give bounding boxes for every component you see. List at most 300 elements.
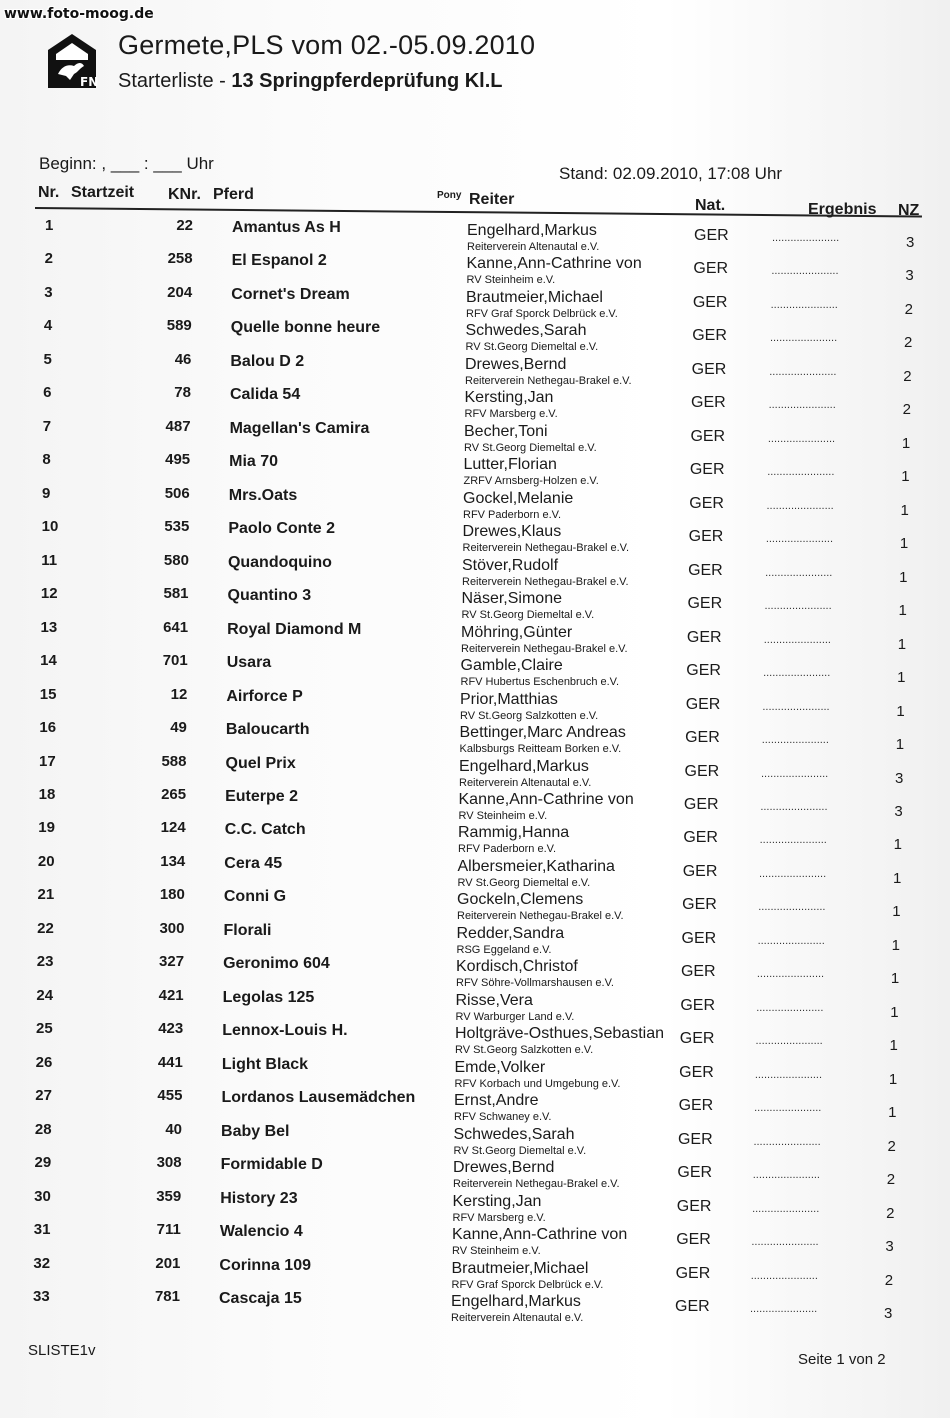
cell-pferd: Cascaja 15 (219, 1290, 302, 1307)
cell-nz: 1 (890, 970, 900, 988)
cell-nr: 19 (38, 819, 55, 837)
cell-verein: RV St.Georg Diemeltal e.V. (464, 441, 597, 454)
cell-verein: RV St.Georg Salzkotten e.V. (460, 709, 599, 722)
cell-pferd: Paolo Conte 2 (228, 520, 336, 538)
cell-pferd: El Espanol 2 (231, 252, 327, 270)
cell-nr: 4 (43, 317, 53, 335)
cell-nr: 14 (40, 652, 57, 670)
status-timestamp: Stand: 02.09.2010, 17:08 Uhr (559, 164, 783, 183)
col-header-pferd: Pferd (213, 186, 254, 203)
cell-pferd: Baloucarth (225, 721, 310, 739)
cell-pferd: Usara (226, 654, 272, 672)
cell-nat: GER (689, 461, 725, 479)
cell-pferd: Magellan's Camira (229, 419, 370, 437)
table-row (0, 886, 950, 923)
cell-verein: Reiterverein Nethegau-Brakel e.V. (462, 575, 629, 588)
table-row (0, 853, 950, 887)
cell-ergebnis: ...................... (761, 734, 829, 747)
page-title: Germete,PLS vom 02.-05.09.2010 (118, 30, 536, 60)
cell-ergebnis: ...................... (756, 968, 825, 981)
cell-nz: 3 (895, 769, 904, 787)
cell-nz: 1 (892, 869, 902, 887)
cell-nat: GER (685, 695, 721, 713)
cell-knr: 201 (155, 1254, 181, 1272)
table-row (0, 384, 950, 421)
table-row (0, 987, 950, 1021)
cell-ergebnis: ...................... (772, 232, 840, 244)
cell-knr: 487 (165, 417, 191, 435)
cell-ergebnis: ...................... (751, 1236, 819, 1249)
cell-reiter: Kanne,Ann-Cathrine von (458, 790, 634, 808)
cell-nz: 3 (884, 1305, 893, 1322)
cell-pferd: Geronimo 604 (223, 955, 330, 973)
table-row (0, 786, 950, 820)
cell-knr: 12 (170, 685, 188, 703)
cell-nz: 1 (895, 736, 905, 754)
cell-verein: RV Steinheim e.V. (458, 809, 548, 822)
table-row (0, 1188, 950, 1222)
cell-knr: 781 (154, 1288, 180, 1305)
cell-nr: 18 (38, 785, 56, 803)
cell-reiter: Albersmeier,Katharina (457, 857, 615, 875)
cell-verein: RV St.Georg Salzkotten e.V. (455, 1044, 594, 1057)
cell-ergebnis: ...................... (750, 1269, 818, 1282)
cell-pferd: Quelle bonne heure (230, 319, 381, 337)
cell-ergebnis: ...................... (771, 265, 839, 278)
cell-nr: 13 (40, 618, 58, 636)
cell-nr: 12 (40, 585, 58, 603)
cell-verein: RSG Eggeland e.V. (456, 943, 552, 956)
cell-nat: GER (681, 929, 717, 947)
cell-nr: 31 (33, 1221, 51, 1239)
cell-nat: GER (682, 862, 718, 880)
table-row (0, 418, 950, 452)
cell-knr: 421 (158, 986, 184, 1004)
table-row (0, 250, 950, 287)
table-row (0, 485, 950, 519)
cell-verein: RV St.Georg Diemeltal e.V. (461, 609, 595, 622)
cell-reiter: Engelhard,Markus (459, 757, 589, 775)
cell-reiter: Kersting,Jan (452, 1192, 542, 1210)
cell-nz: 2 (884, 1271, 894, 1289)
cell-nat: GER (679, 1063, 714, 1081)
table-row (0, 619, 950, 653)
cell-reiter: Prior,Matthias (460, 690, 558, 708)
cell-verein: Reiterverein Altenautal e.V. (459, 776, 592, 789)
cell-nr: 8 (42, 451, 51, 469)
col-header-knr: KNr. (168, 186, 201, 203)
cell-ergebnis: ...................... (754, 1102, 822, 1115)
cell-knr: 581 (163, 585, 189, 603)
cell-reiter: Schwedes,Sarah (453, 1125, 575, 1143)
cell-reiter: Drewes,Klaus (462, 523, 562, 541)
cell-knr: 40 (165, 1120, 183, 1138)
cell-nat: GER (692, 293, 728, 311)
cell-nr: 28 (34, 1120, 52, 1138)
cell-nr: 9 (42, 484, 51, 502)
table-row (0, 953, 950, 990)
cell-pferd: Light Black (221, 1055, 309, 1073)
cell-nz: 1 (897, 635, 907, 653)
cell-nat: GER (679, 1030, 715, 1048)
cell-pferd: Corinna 109 (219, 1256, 311, 1274)
cell-verein: RFV Graf Sporck Delbrück e.V. (451, 1278, 604, 1291)
cell-knr: 589 (166, 317, 192, 335)
cell-verein: RFV Paderborn e.V. (463, 508, 562, 521)
cell-pferd: C.C. Catch (224, 821, 306, 839)
cell-knr: 180 (159, 886, 185, 904)
page-number: Seite 1 von 2 (798, 1351, 886, 1368)
cell-nat: GER (677, 1164, 713, 1182)
cell-nat: GER (676, 1197, 712, 1215)
cell-ergebnis: ...................... (752, 1202, 820, 1215)
cell-knr: 49 (170, 719, 187, 737)
cell-nat: GER (684, 762, 720, 780)
table-row (0, 652, 950, 689)
cell-pferd: Calida 54 (229, 386, 301, 404)
cell-verein: Reiterverein Nethegau-Brakel e.V. (453, 1178, 620, 1191)
cell-ergebnis: ...................... (763, 667, 831, 680)
cell-reiter: Ernst,Andre (454, 1092, 539, 1110)
cell-nat: GER (686, 662, 721, 680)
table-row (0, 451, 950, 488)
cell-knr: 495 (165, 451, 191, 469)
cell-nz: 1 (890, 1003, 899, 1021)
cell-nr: 30 (34, 1187, 51, 1205)
cell-ergebnis: ...................... (758, 867, 827, 880)
cell-reiter: Kanne,Ann-Cathrine von (452, 1226, 628, 1244)
cell-nz: 1 (900, 501, 909, 519)
cell-nat: GER (686, 628, 722, 646)
cell-ergebnis: ...................... (752, 1169, 820, 1182)
cell-ergebnis: ...................... (766, 499, 834, 512)
cell-verein: RFV Graf Sporck Delbrück e.V. (466, 307, 618, 320)
cell-nz: 1 (899, 535, 909, 553)
cell-nz: 2 (903, 367, 912, 385)
cell-nz: 1 (901, 468, 910, 486)
cell-pferd: Quandoquino (227, 553, 332, 571)
cell-nz: 3 (906, 234, 915, 251)
table-row (0, 217, 950, 251)
cell-verein: Reiterverein Nethegau-Brakel e.V. (457, 910, 624, 923)
cell-verein: RFV Korbach und Umgebung e.V. (454, 1077, 621, 1090)
cell-ergebnis: ...................... (755, 1035, 823, 1048)
cell-nz: 1 (899, 568, 908, 586)
table-row (0, 552, 950, 586)
cell-ergebnis: ...................... (760, 800, 828, 813)
cell-ergebnis: ...................... (765, 533, 834, 546)
cell-nr: 11 (41, 551, 58, 569)
cell-nr: 24 (36, 986, 54, 1004)
cell-nat: GER (688, 528, 724, 546)
cell-reiter: Risse,Vera (455, 991, 533, 1009)
cell-ergebnis: ...................... (765, 566, 833, 579)
cell-ergebnis: ...................... (757, 934, 825, 947)
cell-reiter: Stöver,Rudolf (462, 556, 559, 574)
cell-reiter: Bettinger,Marc Andreas (459, 724, 626, 742)
cell-nr: 33 (33, 1288, 50, 1305)
cell-pferd: Quel Prix (225, 754, 296, 772)
table-row (0, 1087, 950, 1124)
cell-pferd: Mrs.Oats (228, 486, 298, 504)
cell-nr: 27 (35, 1087, 52, 1105)
cell-verein: Reiterverein Nethegau-Brakel e.V. (462, 542, 630, 555)
cell-verein: Reiterverein Altenautal e.V. (451, 1312, 584, 1324)
cell-ergebnis: ...................... (761, 767, 829, 780)
table-row (0, 284, 950, 318)
cell-nat: GER (685, 729, 720, 747)
cell-knr: 423 (158, 1020, 184, 1038)
cell-knr: 701 (162, 652, 188, 670)
cell-reiter: Drewes,Bernd (453, 1159, 555, 1177)
cell-nr: 20 (37, 852, 55, 870)
cell-nz: 1 (891, 936, 900, 954)
cell-nr: 3 (44, 283, 53, 301)
cell-nz: 1 (888, 1104, 897, 1122)
table-row (0, 1255, 950, 1289)
cell-nz: 3 (894, 802, 903, 820)
cell-verein: RV Warburger Land e.V. (455, 1010, 575, 1023)
cell-ergebnis: ...................... (763, 633, 831, 646)
cell-reiter: Engelhard,Markus (467, 222, 597, 239)
subtitle-label: Starterliste - (118, 70, 226, 92)
cell-knr: 441 (157, 1053, 183, 1071)
cell-nat: GER (690, 427, 726, 445)
cell-pferd: Baby Bel (221, 1122, 290, 1140)
col-header-nr: Nr. (38, 184, 60, 201)
cell-pferd: Euterpe 2 (225, 787, 299, 805)
cell-ergebnis: ...................... (759, 834, 827, 847)
cell-verein: RFV Schwaney e.V. (454, 1111, 552, 1124)
cell-verein: Reiterverein Nethegau-Brakel e.V. (465, 374, 632, 387)
cell-pferd: History 23 (220, 1189, 298, 1207)
cell-reiter: Schwedes,Sarah (465, 322, 587, 340)
cell-nz: 1 (888, 1070, 898, 1088)
cell-nat: GER (680, 996, 716, 1014)
table-row (0, 819, 950, 856)
cell-knr: 641 (163, 618, 189, 636)
col-header-pony: Pony (437, 190, 462, 201)
cell-pferd: Quantino 3 (227, 587, 312, 605)
cell-nz: 1 (898, 602, 907, 620)
cell-nr: 6 (43, 384, 52, 402)
cell-nr: 2 (44, 250, 53, 268)
cell-nz: 2 (902, 401, 911, 419)
cell-nr: 21 (37, 886, 55, 904)
col-header-nat: Nat. (695, 197, 726, 214)
cell-pferd: Walencio 4 (219, 1223, 303, 1241)
cell-knr: 265 (161, 785, 187, 803)
cell-nz: 1 (892, 903, 901, 921)
cell-ergebnis: ...................... (769, 332, 838, 345)
cell-pferd: Formidable D (220, 1156, 323, 1174)
cell-pferd: Amantus As H (232, 219, 341, 236)
cell-nz: 2 (886, 1171, 896, 1189)
table-row (0, 317, 950, 354)
cell-nat: GER (691, 394, 726, 412)
cell-verein: RV St.Georg Diemeltal e.V. (457, 876, 591, 889)
cell-pferd: Legolas 125 (222, 988, 315, 1006)
cell-verein: RFV Hubertus Eschenbruch e.V. (460, 676, 620, 689)
table-row (0, 1054, 950, 1088)
cell-ergebnis: ...................... (770, 298, 838, 311)
cell-pferd: Airforce P (226, 687, 303, 705)
cell-nr: 25 (36, 1020, 53, 1038)
cell-ergebnis: ...................... (750, 1303, 818, 1315)
cell-verein: RFV Paderborn e.V. (458, 843, 557, 856)
cell-verein: ZRFV Arnsberg-Holzen e.V. (463, 475, 599, 488)
cell-knr: 711 (156, 1221, 181, 1239)
cell-pferd: Lennox-Louis H. (222, 1022, 348, 1040)
cell-pferd: Cera 45 (224, 854, 283, 872)
cell-reiter: Möhring,Günter (461, 623, 573, 641)
cell-nat: GER (694, 227, 729, 244)
cell-nz: 1 (897, 669, 906, 687)
cell-ergebnis: ...................... (762, 700, 830, 713)
cell-pferd: Lordanos Lausemädchen (221, 1089, 416, 1107)
cell-reiter: Brautmeier,Michael (466, 288, 603, 306)
cell-nr: 17 (39, 752, 56, 770)
cell-reiter: Holtgräve-Osthues,Sebastian (455, 1025, 664, 1043)
table-row (0, 518, 950, 555)
table-row (0, 1121, 950, 1155)
cell-knr: 535 (164, 518, 190, 536)
table-row (0, 686, 950, 720)
cell-nat: GER (678, 1097, 714, 1115)
cell-ergebnis: ...................... (758, 901, 826, 914)
cell-ergebnis: ...................... (768, 399, 836, 412)
cell-nz: 2 (904, 300, 913, 318)
cell-knr: 359 (156, 1187, 182, 1205)
col-header-reiter: Reiter (469, 191, 515, 208)
cell-nat: GER (676, 1231, 711, 1249)
cell-nr: 29 (34, 1154, 52, 1172)
cell-nz: 1 (901, 434, 911, 452)
table-row (0, 1020, 950, 1057)
cell-verein: Kalbsburgs Reitteam Borken e.V. (459, 743, 622, 756)
cell-nat: GER (688, 561, 723, 579)
cell-nat: GER (682, 896, 717, 914)
cell-knr: 124 (160, 819, 186, 837)
cell-reiter: Kersting,Jan (464, 389, 554, 407)
cell-knr: 78 (174, 384, 191, 402)
cell-nz: 2 (886, 1204, 895, 1222)
cell-nz: 1 (893, 836, 902, 854)
cell-knr: 308 (156, 1154, 182, 1172)
watermark: www.foto-moog.de (4, 6, 154, 22)
cell-nat: GER (680, 963, 716, 981)
cell-nz: 3 (905, 267, 914, 285)
cell-nz: 2 (903, 334, 913, 352)
cell-pferd: Balou D 2 (230, 352, 305, 370)
cell-reiter: Engelhard,Markus (451, 1293, 581, 1310)
cell-verein: RV Steinheim e.V. (466, 274, 556, 287)
cell-nat: GER (691, 360, 727, 378)
cell-reiter: Brautmeier,Michael (451, 1259, 589, 1277)
cell-reiter: Redder,Sandra (456, 924, 565, 942)
cell-nat: GER (683, 795, 719, 813)
cell-reiter: Gamble,Claire (460, 657, 563, 675)
start-time-line: Beginn: , ___ : ___ Uhr (39, 154, 214, 173)
table-row (0, 753, 950, 787)
cell-pferd: Cornet's Dream (231, 285, 350, 303)
competition-name: 13 Springpferdeprüfung Kl.L (231, 70, 503, 92)
form-code: SLISTE1v (28, 1342, 96, 1359)
cell-pferd: Mia 70 (229, 453, 279, 471)
cell-reiter: Rammig,Hanna (458, 824, 570, 842)
cell-verein: RFV Söhre-Vollmarshausen e.V. (456, 977, 614, 990)
cell-reiter: Gockeln,Clemens (457, 891, 584, 909)
table-row (0, 1154, 950, 1191)
cell-nr: 1 (45, 217, 54, 234)
cell-knr: 258 (167, 250, 193, 268)
cell-knr: 300 (159, 919, 185, 937)
cell-knr: 204 (167, 283, 193, 301)
cell-verein: Reiterverein Nethegau-Brakel e.V. (461, 642, 628, 655)
cell-nr: 22 (37, 919, 54, 937)
cell-ergebnis: ...................... (769, 365, 837, 378)
cell-nr: 26 (35, 1053, 53, 1071)
cell-nz: 1 (889, 1037, 898, 1055)
cell-reiter: Lutter,Florian (463, 456, 557, 474)
cell-knr: 327 (159, 953, 185, 971)
cell-ergebnis: ...................... (767, 432, 836, 445)
cell-verein: RV St.Georg Diemeltal e.V. (465, 341, 599, 354)
cell-nat: GER (689, 494, 724, 512)
cell-verein: RFV Marsberg e.V. (464, 408, 558, 421)
cell-nr: 5 (43, 350, 52, 368)
cell-pferd: Florali (223, 921, 272, 939)
cell-nz: 2 (887, 1137, 896, 1155)
cell-verein: Reiterverein Altenautal e.V. (467, 241, 600, 253)
cell-reiter: Näser,Simone (461, 590, 562, 608)
table-row (0, 1221, 950, 1258)
cell-ergebnis: ...................... (754, 1068, 823, 1081)
cell-nr: 16 (39, 719, 57, 737)
table-row (0, 920, 950, 954)
cell-verein: RV Steinheim e.V. (452, 1245, 541, 1258)
cell-ergebnis: ...................... (767, 466, 835, 479)
cell-knr: 22 (176, 217, 193, 234)
cell-nr: 7 (42, 417, 52, 435)
cell-nat: GER (692, 327, 727, 345)
cell-nat: GER (687, 595, 723, 613)
cell-knr: 46 (174, 350, 192, 368)
cell-nr: 32 (33, 1254, 51, 1272)
cell-pferd: Royal Diamond M (227, 620, 362, 638)
cell-nat: GER (677, 1130, 713, 1148)
cell-knr: 134 (160, 852, 186, 870)
svg-text:FN: FN (80, 75, 99, 89)
cell-knr: 506 (164, 484, 190, 502)
cell-ergebnis: ...................... (753, 1135, 821, 1148)
cell-pferd: Conni G (223, 888, 287, 906)
cell-knr: 588 (161, 752, 187, 770)
cell-ergebnis: ...................... (756, 1001, 824, 1014)
table-row (0, 351, 950, 385)
cell-nz: 3 (885, 1238, 894, 1256)
cell-reiter: Drewes,Bernd (465, 355, 567, 373)
cell-reiter: Becher,Toni (464, 422, 548, 440)
cell-nat: GER (693, 260, 729, 278)
cell-nr: 10 (41, 518, 59, 536)
col-header-nz: NZ (898, 202, 920, 219)
cell-reiter: Kordisch,Christof (456, 958, 578, 976)
cell-verein: RV St.Georg Diemeltal e.V. (453, 1144, 587, 1157)
cell-reiter: Gockel,Melanie (463, 489, 574, 507)
table-row (0, 1288, 950, 1322)
cell-nat: GER (675, 1298, 710, 1315)
